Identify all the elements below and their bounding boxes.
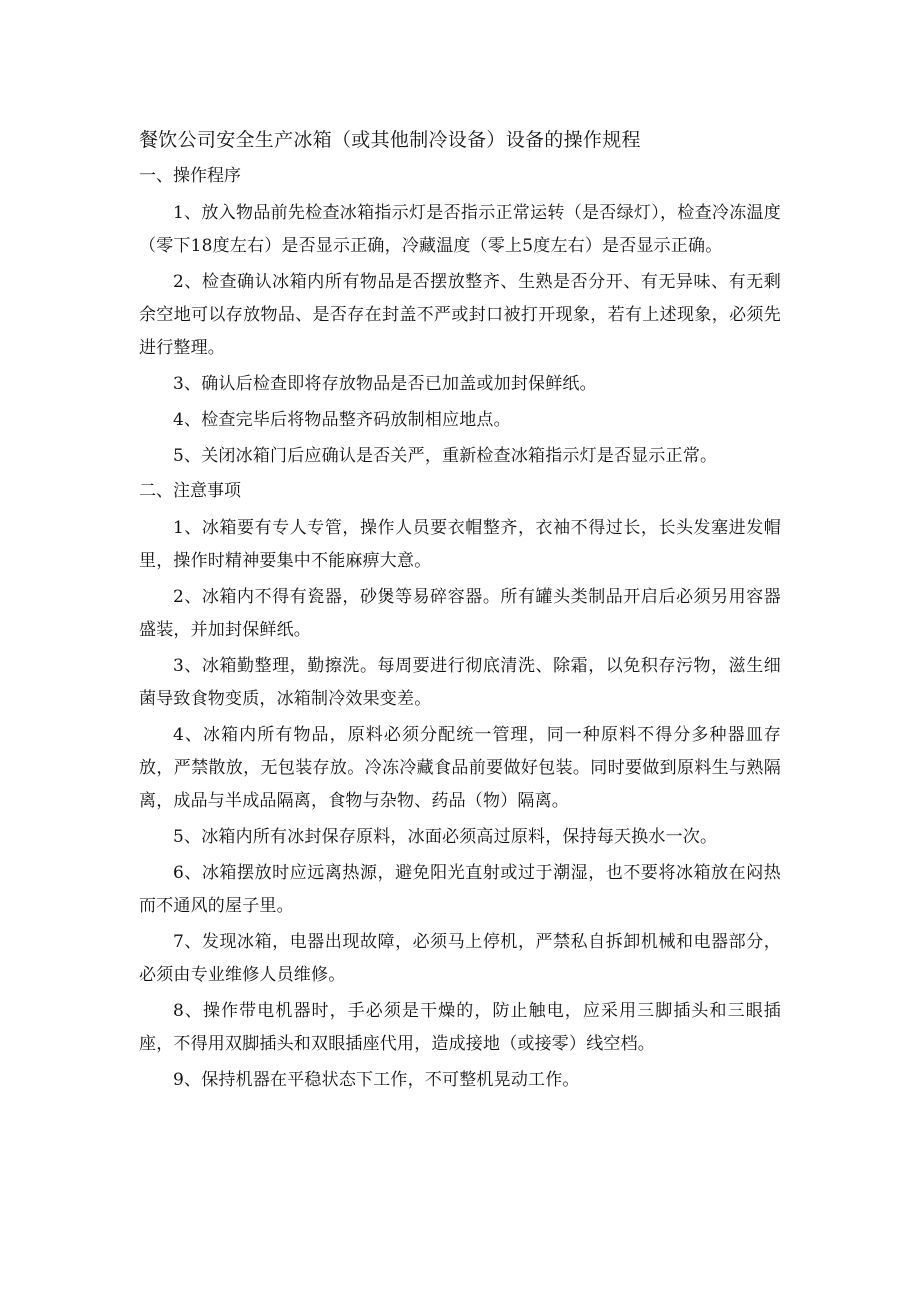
precaution-item-3: 3、冰箱勤整理，勤擦洗。每周要进行彻底清洗、除霜，以免积存污物，滋生细菌导致食物变质，冰箱制冷效果变差。: [139, 656, 781, 709]
precaution-item-5: 5、冰箱内所有冰封保存原料，冰面必须高过原料，保持每天换水一次。: [173, 827, 718, 847]
precaution-item-7: 7、发现冰箱，电器出现故障，必须马上停机，严禁私自拆卸机械和电器部分，必须由专业维修人员维修。: [139, 932, 781, 985]
document-title: 餐饮公司安全生产冰箱（或其他制冷设备）设备的操作规程: [139, 129, 641, 151]
procedure-item-3: 3、确认后检查即将存放物品是否已加盖或加封保鲜纸。: [173, 374, 597, 394]
procedure-item-1: 1、放入物品前先检查冰箱指示灯是否指示正常运转（是否绿灯），检查冷冻温度（零下18度左右）是否显示正确，冷藏温度（零上5度左右）是否显示正确。: [139, 203, 781, 256]
precaution-item-1: 1、冰箱要有专人专管，操作人员要衣帽整齐，衣袖不得过长，长头发塞进发帽里，操作时精神要集中不能麻痹大意。: [139, 518, 781, 571]
precaution-item-8: 8、操作带电机器时，手必须是干燥的，防止触电，应采用三脚插头和三眼插座，不得用双脚插头和双眼插座代用，造成接地（或接零）线空档。: [139, 1001, 781, 1054]
precaution-item-6: 6、冰箱摆放时应远离热源，避免阳光直射或过于潮湿，也不要将冰箱放在闷热而不通风的屋子里。: [139, 863, 781, 916]
procedure-item-4: 4、检查完毕后将物品整齐码放制相应地点。: [173, 410, 511, 430]
section-heading-procedure: 一、操作程序: [139, 166, 241, 186]
precaution-item-4: 4、冰箱内所有物品，原料必须分配统一管理，同一种原料不得分多种器皿存放，严禁散放，无包装存放。冷冻冷藏食品前要做好包装。同时要做到原料生与熟隔离，成品与半成品隔离，食物与杂物、药品（物）隔离。: [139, 725, 781, 811]
precaution-item-9: 9、保持机器在平稳状态下工作，不可整机晃动工作。: [173, 1070, 580, 1090]
section-heading-precautions: 二、注意事项: [139, 481, 241, 501]
document-page: [139, 125, 781, 1100]
procedure-item-2: 2、检查确认冰箱内所有物品是否摆放整齐、生熟是否分开、有无异味、有无剩余空地可以存放物品、是否存在封盖不严或封口被打开现象，若有上述现象，必须先进行整理。: [139, 272, 781, 358]
precaution-item-2: 2、冰箱内不得有瓷器，砂煲等易碎容器。所有罐头类制品开启后必须另用容器盛装，并加封保鲜纸。: [139, 587, 781, 640]
procedure-item-5: 5、关闭冰箱门后应确认是否关严，重新检查冰箱指示灯是否显示正常。: [173, 446, 718, 466]
